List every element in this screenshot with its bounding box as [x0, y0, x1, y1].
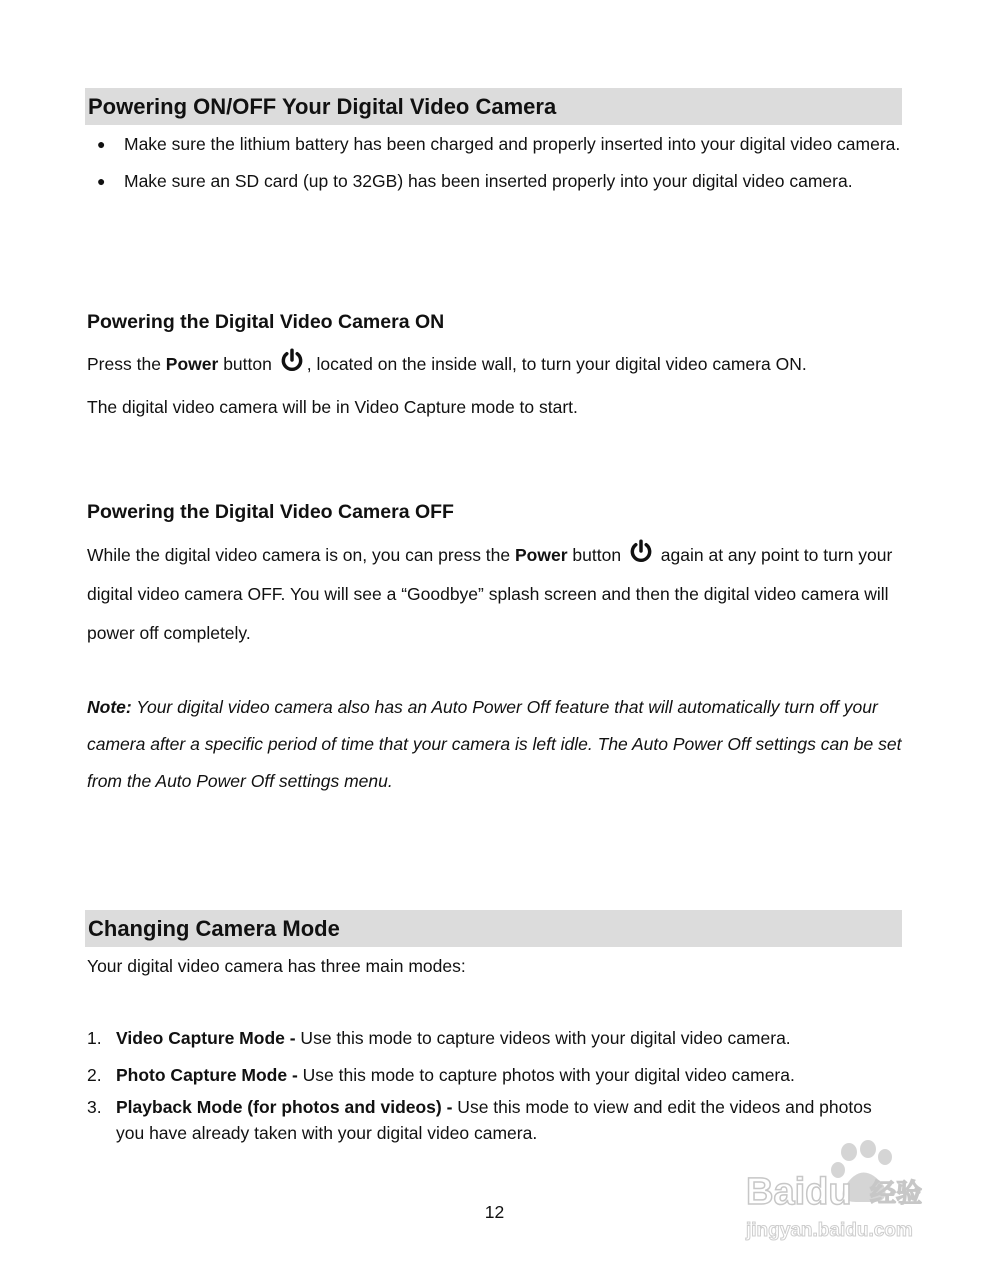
battery-sd-bullets: [87, 126, 907, 200]
subheading-power-off: Powering the Digital Video Camera OFF: [87, 501, 454, 523]
note-label: Note:: [87, 697, 132, 717]
bullet-icon: ●: [97, 173, 106, 189]
power-off-paragraph: While the digital video camera is on, you can press the Power button again at any point to turn your digital video camera OFF. You will see a “Goodbye” splash screen and then the digital video camera will power off completely.: [87, 536, 907, 653]
page-number: 12: [484, 1202, 505, 1222]
bullet-icon: ●: [97, 136, 106, 152]
video-capture-start-text: The digital video camera will be in Video Capture mode to start.: [87, 397, 578, 417]
watermark-url: jingyan.baidu.com: [746, 1220, 913, 1241]
watermark-brand: Baidu: [746, 1171, 852, 1213]
subheading-power-on: Powering the Digital Video Camera ON: [87, 311, 445, 333]
list-item: 3. Playback Mode (for photos and videos) - Use this mode to view and edit the videos and photos you have already taken with your digital video camera.: [87, 1097, 872, 1143]
auto-power-off-note: Note: Your digital video camera also has an Auto Power Off feature that will automatically turn off your camera after a specific period of time that your camera is left idle. The Auto Power Off settings can be set from the Auto Power Off settings menu.: [87, 697, 902, 791]
list-item: ● Make sure the lithium battery has been charged and properly inserted into your digital video camera.: [87, 126, 907, 163]
list-item: ● Make sure an SD card (up to 32GB) has been inserted properly into your digital video camera.: [87, 163, 907, 200]
power-icon: [628, 538, 654, 564]
modes-intro: Your digital video camera has three main modes:: [87, 956, 466, 976]
section-heading-powering: Powering ON/OFF Your Digital Video Camera: [85, 88, 902, 125]
section-heading-camera-mode: Changing Camera Mode: [85, 910, 902, 947]
power-on-paragraph: Press the Power button , located on the inside wall, to turn your digital video camera ON.: [87, 346, 807, 383]
power-icon: [279, 347, 305, 373]
watermark-brand-cn: 经验: [870, 1179, 923, 1209]
baidu-watermark: [744, 1140, 934, 1250]
list-item: 1. Video Capture Mode - Use this mode to capture videos with your digital video camera.: [87, 1028, 791, 1048]
camera-modes-list: [87, 1025, 887, 1146]
list-item: 2. Photo Capture Mode - Use this mode to capture photos with your digital video camera.: [87, 1065, 795, 1085]
